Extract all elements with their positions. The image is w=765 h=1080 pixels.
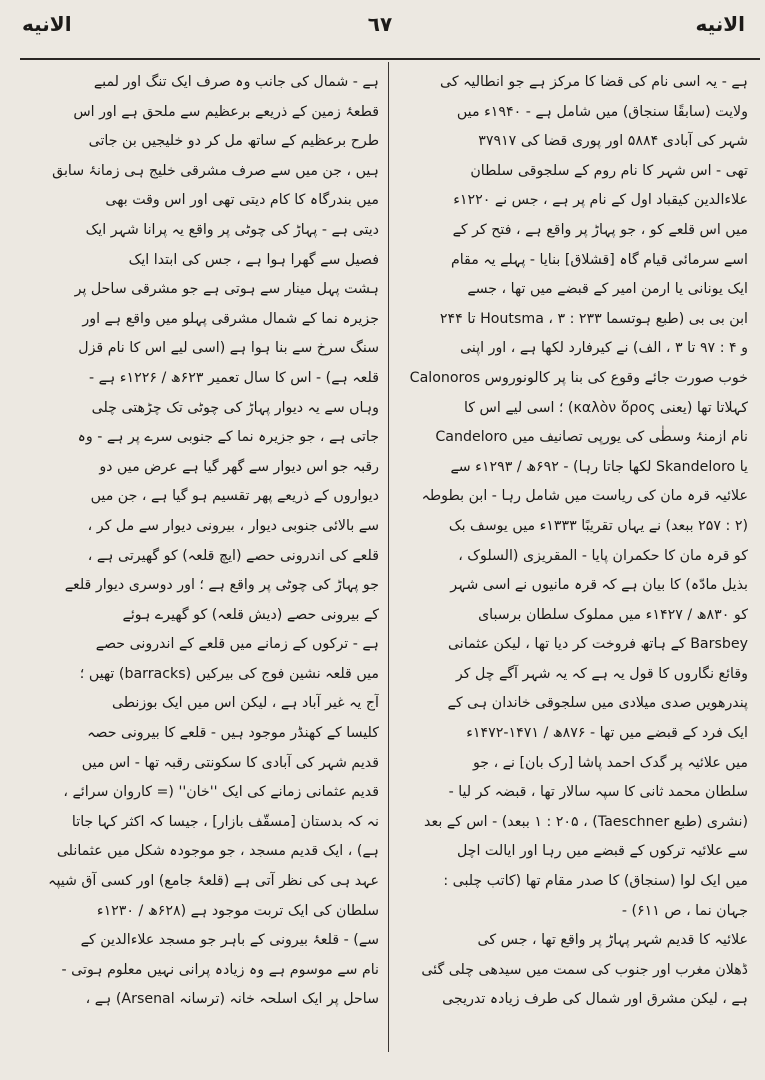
right-column-line: کو ۸۳۰ھ / ۱۴۲۷ء میں مملوک سلطان برسبای <box>478 606 748 623</box>
right-column-line: یا Skandeloro لکھا جاتا رہا) - ۶۹۲ھ / ۱۲۹۳ء سے <box>450 458 748 475</box>
left-column-line: طرح برعظیم کے ساتھ مل کر دو خلیجیں بن جاتی <box>88 133 379 150</box>
left-column-line: میں بندرگاہ کا کام دیتی تھی اور اس وقت بھی <box>105 192 379 209</box>
running-title-left: الانیه <box>22 12 72 36</box>
left-column-line: جاتی ہے ، جو جزیرہ نما کے جنوبی سرے پر ہے - وہ <box>77 429 379 446</box>
left-column-line: دیتی ہے - پہاڑ کی چوٹی پر واقع یہ پرانا شہر ایک <box>85 221 379 238</box>
left-column-line: سے) - قلعۂ بیرونی کے باہر جو مسجد علاءالدین کے <box>80 932 379 949</box>
right-column-line: کہلاتا تھا (یعنی καλὸν ὄρος) ؛ اسی لیے اس کا <box>463 399 748 416</box>
left-column-line: قطعۂ زمین کے ذریعے برعظیم سے ملحق ہے اور اس <box>73 103 379 120</box>
right-column-line: شہر کی آبادی ۵۸۸۴ اور پوری قضا کی ۳۷۹۱۷ <box>478 133 748 150</box>
left-column-line: وہاں سے یہ دیوار پہاڑ کی چوٹی تک چڑھتی چلی <box>91 399 379 416</box>
right-column-line: کو قرہ مان کا حکمران پایا - المقریزی (السلوک ، <box>458 547 748 564</box>
left-column-line: ہشت پہل مینار سے ہوتی ہے جو مشرقی ساحل پر <box>74 281 379 298</box>
right-column-line: نام ازمنۂ وسطٰی کی یورپی تصانیف میں Candeloro <box>435 429 748 446</box>
left-column-line: قدیم عثمانی زمانے کی ایک ''خان'' (= کاروان سرائے ، <box>63 784 379 801</box>
right-column-line: ایک فرد کے قبضے میں تھا - ۸۷۶ھ / ۱۴۷۱-۱۴۷۲ء <box>466 725 748 742</box>
right-column-line: (۲ : ۲۵۷ ببعد) نے یہاں تقریبًا ۱۳۳۳ء میں یوسف بک <box>448 517 748 534</box>
right-column-line: ولایت (سابقًا سنجاق) میں شامل ہے - ۱۹۴۰ء میں <box>456 103 748 120</box>
right-column-line: اسے سرمائی قیام گاہ [قشلاق] بنایا - پہلے یہ مقام <box>450 251 748 268</box>
left-column-line: ساحل پر ایک اسلحہ خانہ (ترسانہ Arsenal) ہے ، <box>85 991 379 1008</box>
page-header <box>0 0 765 56</box>
text-column-left <box>24 68 379 1048</box>
right-column-line: میں علائیہ پر گدک احمد پاشا [رک بان] نے ، جو <box>472 754 748 771</box>
left-column-line: سنگ سرخ سے بنا ہوا ہے (اسی لیے اس کا نام قزل <box>78 340 379 357</box>
right-column-line: پندرھویں صدی میلادی میں سلجوقی خاندان ہی کے <box>447 695 748 712</box>
right-column-line: میں ایک لوا (سنجاق) کا صدر مقام تھا (کاتب چلبی : <box>443 873 748 890</box>
left-column-line: دیواروں کے ذریعے پھر تقسیم ہو گیا ہے ، جن میں <box>90 488 379 505</box>
right-column-line: تھی - اس شہر کا نام روم کے سلجوقی سلطان <box>470 162 748 179</box>
left-column-line: نام سے موسوم ہے وہ زیادہ پرانی نہیں معلوم ہوتی - <box>61 961 379 978</box>
left-column-line: میں قلعہ نشین فوج کی بیرکیں (barracks) تھیں ؛ <box>79 665 379 682</box>
right-column-line: ہے - یہ اسی نام کی قضا کا مرکز ہے جو انطالیہ کی <box>440 74 748 90</box>
running-title-right: الانیه <box>695 12 745 36</box>
left-column-line: قلعے کی اندرونی حصے (ایچ قلعہ) کو گھیرتی ہے ، <box>87 547 379 564</box>
left-column-line: آج یہ غیر آباد ہے ، لیکن اس میں ایک بوزنطی <box>111 695 379 712</box>
right-column-line: وقائع نگاروں کا قول یہ ہے کہ یہ شہر آگے چل کر <box>455 665 748 682</box>
left-column-line: سے بالائی جنوبی دیوار ، بیرونی دیوار سے مل کر ، <box>87 517 379 534</box>
right-column-line: ہے ، لیکن مشرق اور شمال کی طرف زیادہ تدریجی <box>442 991 748 1008</box>
header-rule <box>20 58 760 60</box>
right-column-line: جہان نما ، ص ۶۱۱) - <box>621 902 748 919</box>
right-column-line: علاءالدین کیقباد اول کے نام پر ہے ، جس نے ۱۲۲۰ء <box>453 192 748 209</box>
right-column-line: علائیہ قرہ مان کی ریاست میں شامل رہا - ابن بطوطہ <box>421 488 748 505</box>
left-column-line: جزیرہ نما کے شمال مشرقی پہلو میں واقع ہے اور <box>82 310 379 327</box>
left-column-line: نہ کہ بدستان [مسقّف بازار] ، جیسا کہ اکثر کہا جاتا <box>71 813 379 830</box>
right-column-line: Barsbey کے ہاتھ فروخت کر دیا تھا ، لیکن عثمانی <box>447 636 748 653</box>
left-column-line: عہد ہی کی نظر آتی ہے (قلعۂ جامع) اور کسی آق شیپہ <box>48 873 379 890</box>
left-column-line: فصیل سے گھرا ہوا ہے ، جس کی ابتدا ایک <box>128 251 379 268</box>
right-column-line: (نشری (طبع Taeschner) ، ۱ : ۲۰۵ ببعد) - اس کے بعد <box>424 813 748 830</box>
left-column-line: سلطان کی ایک تربت موجود ہے (۶۲۸ھ / ۱۲۳۰ء <box>96 902 379 919</box>
right-column-line: علائیہ کا قدیم شہر پہاڑ پر واقع تھا ، جس کی <box>477 932 748 949</box>
left-column-line: ہے - شمال کی جانب وہ صرف ایک تنگ اور لمبے <box>93 74 379 90</box>
left-column-line: قلعہ ہے) - اس کا سال تعمیر ۶۲۳ھ / ۱۲۲۶ء ہے - <box>89 369 379 386</box>
left-column-line: ہیں ، جن میں سے صرف مشرقی خلیج ہی زمانۂ سابق <box>52 162 379 179</box>
right-column-line: ابن بی بی (طبع ہوتسما Houtsma ، ۳ : ۲۳۳ تا ۲۴۴ <box>439 310 748 327</box>
page-number: ٦٧ <box>367 12 393 36</box>
right-column-line: و ۴ : ۹۷ تا ۳ ، الف) نے کیرفارد لکھا ہے ، اور اپنی <box>460 340 748 357</box>
right-column-line: ڈھلان مغرب اور جنوب کی سمت میں سیدھی چلی گئی <box>421 961 748 978</box>
left-column-line: قدیم شہر کی آبادی کا سکونتی رقبہ تھا - اس میں <box>81 754 379 771</box>
right-column-line: سے علائیہ ترکوں کے قبضے میں رہا اور ایالت اچل <box>456 843 748 860</box>
left-column-line: کلیسا کے کھنڈر موجود ہیں - قلعے کا بیرونی حصہ <box>87 725 379 742</box>
left-column-line: ہے) ، ایک قدیم مسجد ، جو موجودہ شکل میں عثمانلی <box>56 843 379 860</box>
right-column-line: ایک یونانی یا ارمن امیر کے قبضے میں تھا ، جسے <box>467 281 748 298</box>
text-column-right <box>398 68 748 1048</box>
right-column-line: خوب صورت جائے وقوع کی بنا پر کالونوروس Calonoros <box>409 369 748 386</box>
left-column-line: جو پہاڑ کی چوٹی پر واقع ہے ؛ اور دوسری دیوار قلعے <box>64 577 379 594</box>
left-column-line: ہے - ترکوں کے زمانے میں قلعے کے اندرونی حصے <box>95 636 379 653</box>
column-divider <box>388 62 389 1052</box>
left-column-line: کے بیرونی حصے (دیش قلعہ) کو گھیرے ہوئے <box>122 606 379 623</box>
right-column-line: بذیل مادّہ) کا بیان ہے کہ قرہ مانیوں نے اسی شہر <box>450 577 748 594</box>
right-column-line: میں اس قلعے کو ، جو پہاڑ پر واقع ہے ، فتح کر کے <box>452 221 748 238</box>
left-column-line: رقبہ جو اس دیوار سے گھر گیا ہے عرض میں دو <box>99 458 379 475</box>
right-column-line: سلطان محمد ثانی کا سپہ سالار تھا ، قبضہ کر لیا - <box>448 784 748 801</box>
